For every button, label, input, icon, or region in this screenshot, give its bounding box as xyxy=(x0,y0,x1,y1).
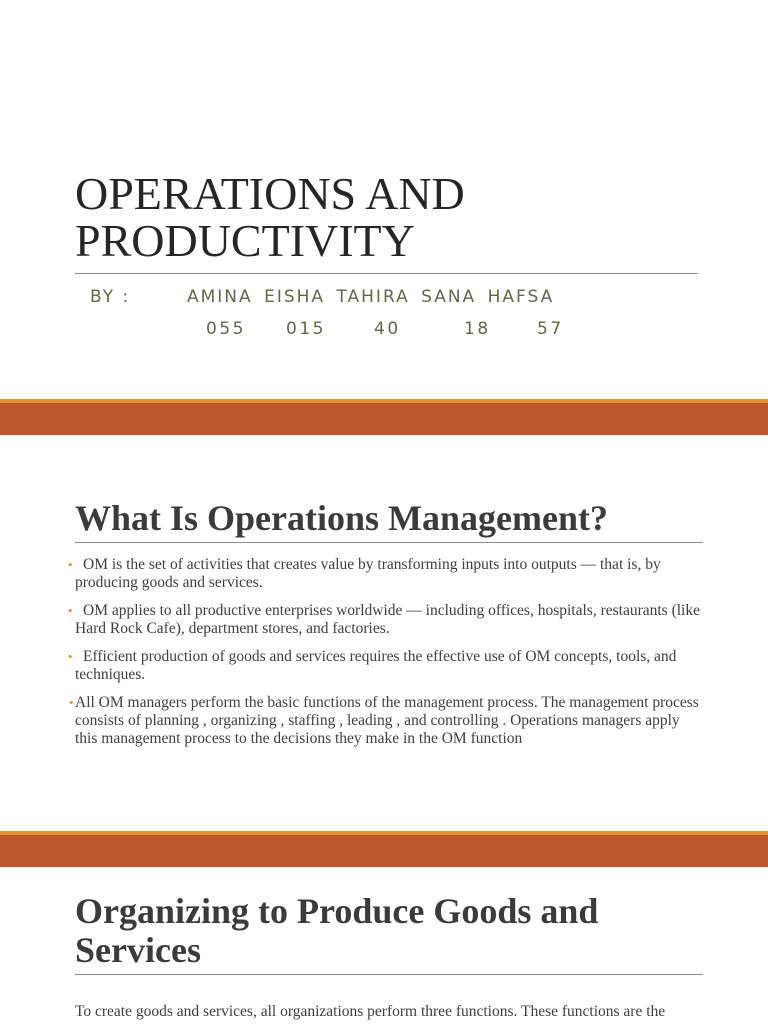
title-slide xyxy=(0,0,768,400)
author-id: 18 xyxy=(464,319,491,339)
bullet-icon: • xyxy=(69,695,74,710)
bullet-icon: • xyxy=(68,649,73,664)
list-item xyxy=(69,694,705,748)
author-name: SANA xyxy=(421,287,477,307)
list-item xyxy=(68,648,705,684)
author-id: 055 xyxy=(206,319,246,339)
slide-heading xyxy=(75,892,598,970)
author-id: 40 xyxy=(374,319,401,339)
author-id: 015 xyxy=(286,319,326,339)
slide-title-line-2: PRODUCTIVITY xyxy=(75,215,415,266)
bullet-text: All OM managers perform the basic functions of the management process. The management process consists of planning , organizing , staffing , leading , and controlling . Operations managers apply this management process to the decisions they make in the OM function xyxy=(75,694,699,747)
list-item xyxy=(68,602,705,638)
heading-divider xyxy=(75,542,703,543)
slide-separator-band xyxy=(0,831,768,867)
slide-separator-band xyxy=(0,399,768,435)
authors-list xyxy=(187,287,558,307)
author-name: EISHA xyxy=(264,287,326,307)
author-name: TAHIRA xyxy=(336,287,410,307)
slide-heading-line-2: Services xyxy=(75,930,201,970)
slide-title-line-1: OPERATIONS AND xyxy=(75,168,465,219)
list-item xyxy=(68,556,705,592)
bullet-text: OM applies to all productive enterprises worldwide — including offices, hospitals, restaurants (like Hard Rock Cafe), department stores, and factories. xyxy=(75,602,700,637)
slide-title xyxy=(75,170,465,264)
bullet-list xyxy=(68,556,705,758)
author-name: HAFSA xyxy=(487,287,555,307)
slide-heading: What Is Operations Management? xyxy=(75,498,608,538)
bullet-text: OM is the set of activities that creates value by transforming inputs into outputs — that is, by producing goods and services. xyxy=(75,556,661,591)
bullet-text: Efficient production of goods and services requires the effective use of OM concepts, tools, and techniques. xyxy=(75,648,677,683)
slide-heading-line-1: Organizing to Produce Goods and xyxy=(75,891,599,931)
by-label: BY : xyxy=(90,287,131,307)
author-name: AMINA xyxy=(187,287,253,307)
content-slide-operations-management xyxy=(0,436,768,831)
author-id: 57 xyxy=(537,319,564,339)
bullet-icon: • xyxy=(68,603,73,618)
paragraph: To create goods and services, all organizations perform three functions. These functions are the xyxy=(75,1003,666,1020)
bullet-icon: • xyxy=(68,557,73,572)
heading-divider xyxy=(75,974,703,975)
title-divider xyxy=(75,273,698,274)
content-slide-organizing xyxy=(0,867,768,1024)
